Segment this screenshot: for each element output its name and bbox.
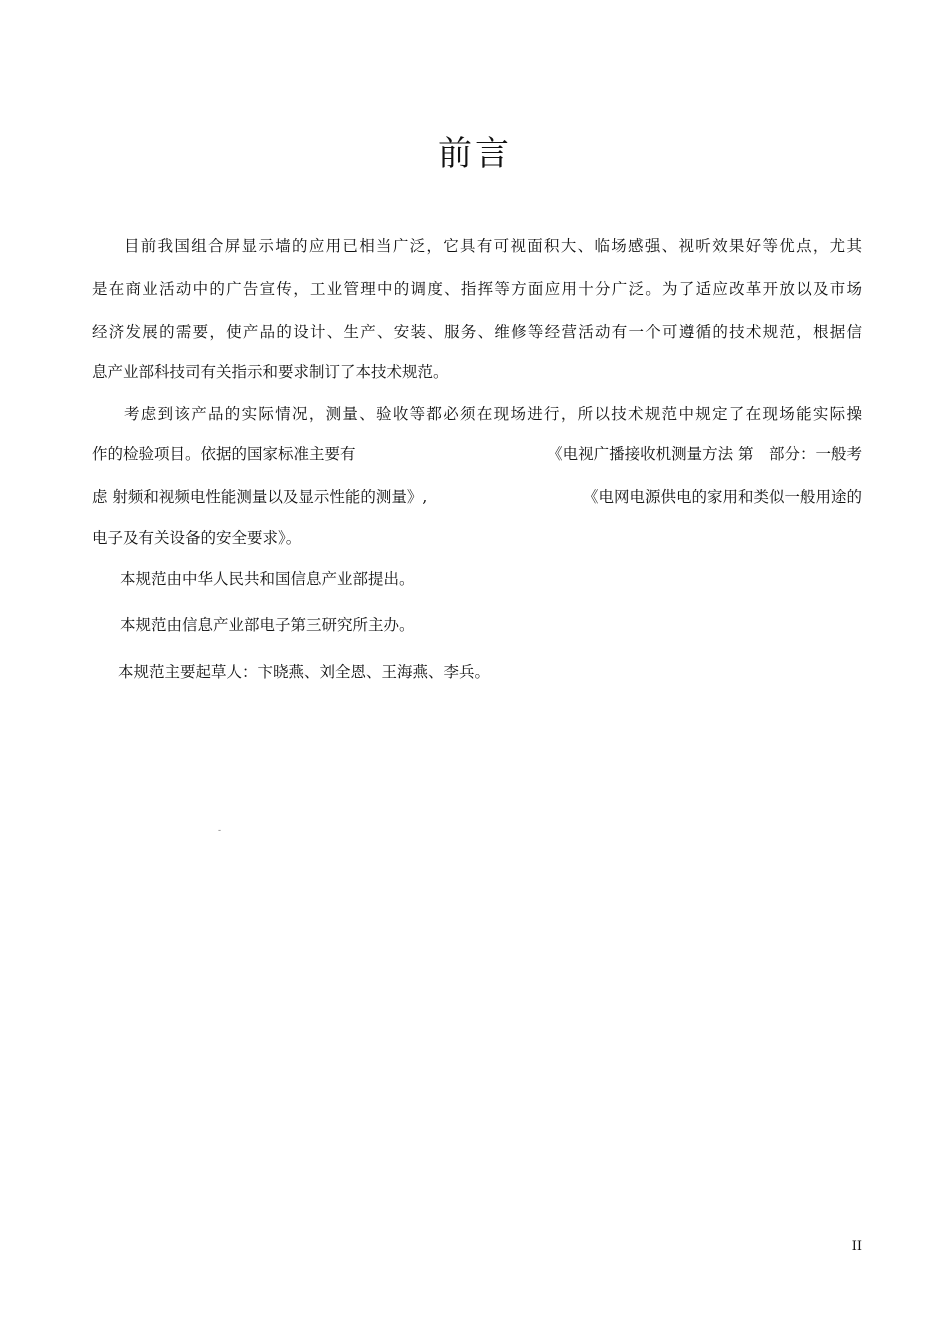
page-number: II [851,1239,862,1254]
paragraph-line-left: 作的检验项目。依据的国家标准主要有 [92,445,356,463]
paragraph-line: 目前我国组合屏显示墙的应用已相当广泛，它具有可视面积大、临场感强、视听效果好等优点，尤其 [124,237,862,255]
proposer-statement: 本规范由中华人民共和国信息产业部提出。 [120,570,415,588]
paragraph-line: 考虑到该产品的实际情况，测量、验收等都必须在现场进行，所以技术规范中规定了在现场能实际操 [124,405,862,423]
standard-reference-2: 《电网电源供电的家用和类似一般用途的 [582,488,862,506]
organizer-statement: 本规范由信息产业部电子第三研究所主办。 [120,616,415,634]
paragraph-line [92,443,862,465]
standard-reference-1: 《电视广播接收机测量方法 第 部分：一般考 [547,445,862,463]
page-title: 前言 [438,134,512,174]
drafters-statement: 本规范主要起草人：卞晓燕、刘全恩、王海燕、李兵。 [118,663,491,681]
paragraph-line: 电子及有关设备的安全要求》。 [92,529,302,547]
paragraph-line-left: 虑 射频和视频电性能测量以及显示性能的测量》, [92,488,428,506]
paragraph-line: 息产业部科技司有关指示和要求制订了本技术规范。 [92,363,449,381]
paragraph-line: 是在商业活动中的广告宣传，工业管理中的调度、指挥等方面应用十分广泛。为了适应改革开放以及市场 [92,280,862,298]
paragraph-line [92,486,862,508]
paragraph-line: 经济发展的需要，使产品的设计、生产、安装、服务、维修等经营活动有一个可遵循的技术规范，根据信 [92,323,862,341]
stray-mark: - [218,826,222,836]
